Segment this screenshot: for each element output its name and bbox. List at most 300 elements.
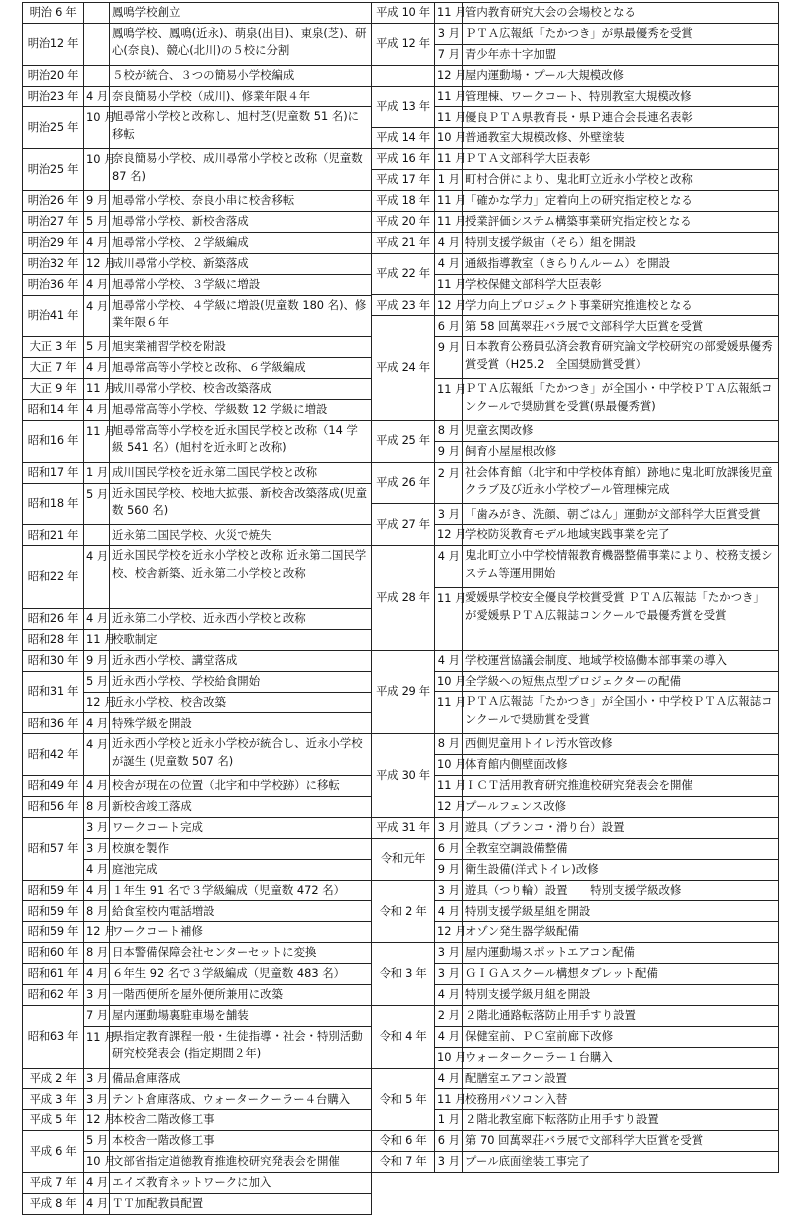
history-row: [23, 901, 372, 922]
month-cell: 4 月: [84, 608, 110, 629]
event-cell: 学校保健文部科学大臣表彰: [463, 274, 779, 295]
event-cell: 旭尋常小学校と改称し、旭村芝(児童数 51 名)に移転: [110, 107, 372, 149]
event-cell: 鳳鳴学校、鳳鳴(近永)、萌泉(出目)、東泉(芝)、研心(奈良)、競心(北川)の５校に分割: [110, 23, 372, 65]
event-cell: ＰＴＡ広報紙「たかつき」が県最優秀を受賞: [463, 23, 779, 44]
event-cell: 本校舎一階改修工事: [110, 1131, 372, 1152]
history-row: [372, 943, 779, 964]
history-row: [372, 1005, 779, 1026]
event-cell: 特別支援学級星組を開設: [463, 901, 779, 922]
era-cell: 昭和26 年: [23, 608, 84, 629]
event-cell: 成川尋常小学校、校舎改築落成: [110, 379, 372, 400]
history-row: [372, 232, 779, 253]
era-cell: 昭和36 年: [23, 713, 84, 734]
history-row: [23, 107, 372, 149]
event-cell: 旭尋常小学校、４学級に増設(児童数 180 名)、修業年限６年: [110, 295, 372, 337]
era-cell: 昭和28 年: [23, 629, 84, 650]
event-cell: 近永西小学校と近永小学校が統合し、近永小学校が誕生 (児童数 507 名): [110, 734, 372, 776]
era-cell: 昭和49 年: [23, 776, 84, 797]
event-cell: 近永第二国民学校、火災で焼失: [110, 525, 372, 546]
month-cell: 6 月: [435, 1131, 463, 1152]
era-cell: 平成 31 年: [372, 817, 435, 838]
event-cell: 児童玄関改修: [463, 420, 779, 441]
era-cell: 平成 10 年: [372, 3, 435, 24]
era-cell: 令和元年: [372, 838, 435, 880]
event-cell: 校旗を製作: [110, 838, 372, 859]
history-row: [23, 358, 372, 379]
era-cell: 昭和59 年: [23, 901, 84, 922]
month-cell: 11 月: [84, 629, 110, 650]
month-cell: 10 月: [435, 755, 463, 776]
event-cell: 成川尋常小学校、新築落成: [110, 253, 372, 274]
era-cell: 平成 18 年: [372, 191, 435, 212]
era-cell: 明治23 年: [23, 86, 84, 107]
month-cell: 10 月: [84, 107, 110, 149]
era-cell: 昭和31 年: [23, 671, 84, 713]
history-row: [23, 211, 372, 232]
history-row: [23, 274, 372, 295]
month-cell: [84, 65, 110, 86]
event-cell: 青少年赤十字加盟: [463, 44, 779, 65]
event-cell: ＴＴ加配教員配置: [110, 1193, 372, 1214]
month-cell: 6 月: [435, 316, 463, 337]
event-cell: 愛媛県学校安全優良学校賞受賞 ＰＴＡ広報誌「たかつき」が愛媛県ＰＴＡ広報誌コンクールで最優秀賞を受賞: [463, 588, 779, 651]
month-cell: 5 月: [84, 483, 110, 525]
event-cell: 近永小学校、校舎改築: [110, 692, 372, 713]
era-cell: 令和 6 年: [372, 1131, 435, 1152]
event-cell: 旭尋常高等小学校を近永国民学校と改称（14 学級 541 名）(旭村を近永町と改称): [110, 420, 372, 462]
event-cell: プールフェンス改修: [463, 796, 779, 817]
month-cell: 3 月: [435, 817, 463, 838]
event-cell: 西側児童用トイレ汚水管改修: [463, 734, 779, 755]
history-row: [372, 65, 779, 86]
month-cell: 10 月: [84, 1152, 110, 1173]
history-table-right: [371, 2, 779, 1173]
era-cell: 平成 6 年: [23, 1131, 84, 1173]
month-cell: 12 月: [84, 692, 110, 713]
history-row: [23, 1193, 372, 1214]
month-cell: 3 月: [84, 838, 110, 859]
era-cell: 平成 26 年: [372, 462, 435, 504]
history-row: [23, 629, 372, 650]
history-row: [372, 128, 779, 149]
history-row: [23, 65, 372, 86]
month-cell: 4 月: [84, 399, 110, 420]
month-cell: 11 月: [435, 588, 463, 651]
history-table-left: [22, 2, 372, 1215]
event-cell: 学校防災教育モデル地域実践事業を完了: [463, 525, 779, 546]
history-row: [23, 608, 372, 629]
event-cell: 奈良簡易小学校（成川)、修業年限４年: [110, 86, 372, 107]
month-cell: 4 月: [435, 901, 463, 922]
event-cell: ウォータークーラー１台購入: [463, 1047, 779, 1068]
event-cell: 第 70 回萬翠荘バラ展で文部科学大臣賞を受賞: [463, 1131, 779, 1152]
history-row: [23, 149, 372, 191]
era-cell: 平成 5 年: [23, 1110, 84, 1131]
era-cell: 明治20 年: [23, 65, 84, 86]
event-cell: 旭実業補習学校を附設: [110, 337, 372, 358]
era-cell: 明治12 年: [23, 23, 84, 65]
month-cell: 8 月: [84, 943, 110, 964]
month-cell: 7 月: [84, 1005, 110, 1026]
event-cell: 普通教室大規模改修、外壁塗装: [463, 128, 779, 149]
history-row: [372, 295, 779, 316]
event-cell: ＰＴＡ広報紙「たかつき」が全国小・中学校ＰＴＡ広報紙コンクールで奨励賞を受賞(県最優秀賞): [463, 379, 779, 421]
history-row: [372, 1131, 779, 1152]
history-row: [372, 191, 779, 212]
event-cell: 校舎が現在の位置（北宇和中学校跡）に移転: [110, 776, 372, 797]
history-row: [23, 337, 372, 358]
month-cell: 11 月: [435, 191, 463, 212]
event-cell: 「確かな学力」定着向上の研究指定校となる: [463, 191, 779, 212]
era-cell: 平成 23 年: [372, 295, 435, 316]
era-cell: 平成 14 年: [372, 128, 435, 149]
month-cell: 11 月: [435, 3, 463, 24]
event-cell: 特別支援学級月組を開設: [463, 984, 779, 1005]
history-row: [372, 23, 779, 44]
history-row: [372, 149, 779, 170]
history-row: [23, 734, 372, 776]
event-cell: ＧＩＧＡスクール構想タブレット配備: [463, 964, 779, 985]
history-row: [23, 3, 372, 24]
event-cell: 全教室空調設備整備: [463, 838, 779, 859]
era-cell: 令和 7 年: [372, 1152, 435, 1173]
month-cell: 3 月: [435, 880, 463, 901]
event-cell: 屋内運動場スポットエアコン配備: [463, 943, 779, 964]
event-cell: 旭尋常小学校、奈良小串に校舎移転: [110, 191, 372, 212]
month-cell: 3 月: [84, 1089, 110, 1110]
month-cell: 5 月: [84, 337, 110, 358]
history-row: [23, 1068, 372, 1089]
event-cell: 奈良簡易小学校、成川尋常小学校と改称（児童数 87 名): [110, 149, 372, 191]
month-cell: 3 月: [435, 1152, 463, 1173]
event-cell: 旭尋常高等小学校と改称、６学級編成: [110, 358, 372, 379]
event-cell: 給食室校内電話増設: [110, 901, 372, 922]
history-row: [23, 713, 372, 734]
history-row: [23, 922, 372, 943]
month-cell: 11 月: [84, 420, 110, 462]
month-cell: 11 月: [84, 1026, 110, 1068]
month-cell: 12 月: [435, 65, 463, 86]
month-cell: 5 月: [84, 1131, 110, 1152]
month-cell: 4 月: [84, 274, 110, 295]
era-cell: 大正 7 年: [23, 358, 84, 379]
event-cell: ６年生 92 名で３学級編成（児童数 483 名）: [110, 964, 372, 985]
era-cell: 明治25 年: [23, 149, 84, 191]
month-cell: 4 月: [84, 734, 110, 776]
history-row: [372, 734, 779, 755]
history-row: [372, 462, 779, 504]
month-cell: 4 月: [435, 1068, 463, 1089]
month-cell: 9 月: [84, 650, 110, 671]
history-row: [23, 880, 372, 901]
month-cell: 4 月: [84, 859, 110, 880]
history-row: [23, 379, 372, 400]
history-row: [372, 880, 779, 901]
era-cell: 平成 8 年: [23, 1193, 84, 1214]
history-row: [23, 525, 372, 546]
era-cell: 明治32 年: [23, 253, 84, 274]
history-row: [372, 211, 779, 232]
era-cell: 平成 17 年: [372, 170, 435, 191]
history-row: [23, 232, 372, 253]
era-cell: 平成 20 年: [372, 211, 435, 232]
era-cell: 令和 3 年: [372, 943, 435, 1006]
history-row: [23, 86, 372, 107]
month-cell: 12 月: [84, 253, 110, 274]
month-cell: 8 月: [84, 901, 110, 922]
month-cell: 4 月: [84, 232, 110, 253]
event-cell: 通級指導教室（きらりんルーム）を開設: [463, 253, 779, 274]
month-cell: 4 月: [84, 295, 110, 337]
event-cell: 「歯みがき、洗顔、朝ごはん」運動が文部科学大臣賞受賞: [463, 504, 779, 525]
month-cell: 5 月: [84, 671, 110, 692]
event-cell: 旭尋常高等小学校、学級数 12 学級に増設: [110, 399, 372, 420]
month-cell: 9 月: [435, 859, 463, 880]
event-cell: 保健室前、ＰＣ室前廊下改修: [463, 1026, 779, 1047]
event-cell: プール底面塗装工事完了: [463, 1152, 779, 1173]
event-cell: 特別支援学級宙（そら）組を開設: [463, 232, 779, 253]
month-cell: 11 月: [435, 379, 463, 421]
month-cell: 4 月: [435, 984, 463, 1005]
month-cell: 4 月: [84, 86, 110, 107]
era-cell: 平成 16 年: [372, 149, 435, 170]
era-cell: 昭和59 年: [23, 880, 84, 901]
month-cell: 11 月: [435, 211, 463, 232]
month-cell: 12 月: [84, 1110, 110, 1131]
era-cell: 大正 3 年: [23, 337, 84, 358]
month-cell: 4 月: [435, 546, 463, 588]
history-row: [23, 546, 372, 609]
history-row: [372, 1068, 779, 1089]
era-cell: 昭和59 年: [23, 922, 84, 943]
era-cell: [372, 65, 435, 86]
era-cell: 平成 27 年: [372, 504, 435, 546]
event-cell: エイズ教育ネットワークに加入: [110, 1173, 372, 1194]
event-cell: 屋内運動場・プール大規模改修: [463, 65, 779, 86]
era-cell: 平成 3 年: [23, 1089, 84, 1110]
month-cell: 4 月: [84, 1173, 110, 1194]
event-cell: ＩＣＴ活用教育研究推進校研究発表会を開催: [463, 776, 779, 797]
event-cell: ワークコート補修: [110, 922, 372, 943]
era-cell: 昭和30 年: [23, 650, 84, 671]
era-cell: 明治27 年: [23, 211, 84, 232]
history-row: [372, 650, 779, 671]
event-cell: 近永第二小学校、近永西小学校と改称: [110, 608, 372, 629]
month-cell: 11 月: [84, 379, 110, 400]
month-cell: 1 月: [435, 1110, 463, 1131]
era-cell: 令和 2 年: [372, 880, 435, 943]
history-row: [23, 399, 372, 420]
era-cell: 平成 25 年: [372, 420, 435, 462]
event-cell: 備品倉庫落成: [110, 1068, 372, 1089]
event-cell: 配膳室エアコン設置: [463, 1068, 779, 1089]
event-cell: 近永国民学校を近永小学校と改称 近永第二国民学校、校舎新築、近永第二小学校と改称: [110, 546, 372, 609]
event-cell: 鳳鳴学校創立: [110, 3, 372, 24]
era-cell: 昭和14 年: [23, 399, 84, 420]
history-row: [23, 1005, 372, 1026]
era-cell: 明治41 年: [23, 295, 84, 337]
era-cell: 昭和22 年: [23, 546, 84, 609]
history-row: [23, 964, 372, 985]
month-cell: 3 月: [84, 984, 110, 1005]
month-cell: 12 月: [435, 922, 463, 943]
event-cell: テント倉庫落成、ウォータークーラー４台購入: [110, 1089, 372, 1110]
month-cell: [84, 3, 110, 24]
month-cell: 3 月: [435, 943, 463, 964]
event-cell: ＰＴＡ広報誌「たかつき」が全国小・中学校ＰＴＡ広報誌コンクールで奨励賞を受賞: [463, 692, 779, 734]
event-cell: ワークコート完成: [110, 817, 372, 838]
month-cell: 4 月: [84, 546, 110, 609]
month-cell: 4 月: [435, 232, 463, 253]
event-cell: 授業評価システム構築事業研究指定校となる: [463, 211, 779, 232]
month-cell: 12 月: [435, 796, 463, 817]
history-row: [23, 650, 372, 671]
event-cell: 管理棟、ワークコート、特別教室大規模改修: [463, 86, 779, 107]
era-cell: 平成 13 年: [372, 86, 435, 128]
month-cell: 12 月: [435, 295, 463, 316]
history-row: [372, 170, 779, 191]
event-cell: 校務用パソコン入替: [463, 1089, 779, 1110]
month-cell: 2 月: [435, 462, 463, 504]
history-row: [23, 943, 372, 964]
event-cell: 旭尋常小学校、３学級に増設: [110, 274, 372, 295]
era-cell: 昭和60 年: [23, 943, 84, 964]
month-cell: 11 月: [435, 149, 463, 170]
event-cell: 管内教育研究大会の会場校となる: [463, 3, 779, 24]
event-cell: 県指定教育課程一般・生徒指導・社会・特別活動研究校発表会 (指定期間２年): [110, 1026, 372, 1068]
month-cell: 11 月: [435, 274, 463, 295]
event-cell: 社会体育館（北宇和中学校体育館）跡地に鬼北町放課後児童クラブ及び近永小学校プール管理棟完成: [463, 462, 779, 504]
month-cell: 6 月: [435, 838, 463, 859]
era-cell: 昭和56 年: [23, 796, 84, 817]
event-cell: 近永西小学校、学校給食開始: [110, 671, 372, 692]
event-cell: 庭池完成: [110, 859, 372, 880]
history-row: [372, 316, 779, 337]
event-cell: 本校舎二階改修工事: [110, 1110, 372, 1131]
era-cell: 令和 4 年: [372, 1005, 435, 1068]
month-cell: 9 月: [435, 337, 463, 379]
event-cell: 日本教育公務員弘済会教育研究論文学校研究の部愛媛県優秀賞受賞（H25.2 全国奨励賞受賞）: [463, 337, 779, 379]
era-cell: 平成 28 年: [372, 546, 435, 650]
month-cell: 12 月: [84, 922, 110, 943]
era-cell: 昭和17 年: [23, 462, 84, 483]
month-cell: 12 月: [435, 525, 463, 546]
event-cell: 遊具（ブランコ・滑り台）設置: [463, 817, 779, 838]
month-cell: 11 月: [435, 86, 463, 107]
history-row: [23, 462, 372, 483]
history-row: [372, 3, 779, 24]
era-cell: 明治36 年: [23, 274, 84, 295]
event-cell: ２階北通路転落防止用手すり設置: [463, 1005, 779, 1026]
era-cell: 平成 2 年: [23, 1068, 84, 1089]
event-cell: 成川国民学校を近永第二国民学校と改称: [110, 462, 372, 483]
month-cell: 4 月: [84, 358, 110, 379]
month-cell: 7 月: [435, 44, 463, 65]
event-cell: 町村合併により、鬼北町立近永小学校と改称: [463, 170, 779, 191]
month-cell: 4 月: [84, 713, 110, 734]
history-row: [23, 483, 372, 525]
month-cell: 8 月: [84, 796, 110, 817]
history-row: [23, 420, 372, 462]
history-row: [23, 1173, 372, 1194]
event-cell: 新校舎竣工落成: [110, 796, 372, 817]
history-row: [372, 253, 779, 274]
month-cell: 1 月: [84, 462, 110, 483]
month-cell: 10 月: [435, 128, 463, 149]
era-cell: 昭和42 年: [23, 734, 84, 776]
month-cell: 3 月: [84, 817, 110, 838]
event-cell: 衛生設備(洋式トイレ)改修: [463, 859, 779, 880]
event-cell: 旭尋常小学校、新校舎落成: [110, 211, 372, 232]
history-row: [23, 1131, 372, 1152]
event-cell: 近永西小学校、講堂落成: [110, 650, 372, 671]
history-row: [372, 420, 779, 441]
era-cell: 昭和57 年: [23, 817, 84, 880]
month-cell: 8 月: [435, 420, 463, 441]
era-cell: 平成 30 年: [372, 734, 435, 818]
event-cell: 近永国民学校、校地大拡張、新校舎改築落成(児童数 560 名): [110, 483, 372, 525]
era-cell: 平成 21 年: [372, 232, 435, 253]
month-cell: 9 月: [435, 441, 463, 462]
era-cell: 明治29 年: [23, 232, 84, 253]
event-cell: 文部省指定道徳教育推進校研究発表会を開催: [110, 1152, 372, 1173]
event-cell: ５校が統合、３つの簡易小学校編成: [110, 65, 372, 86]
history-row: [372, 817, 779, 838]
era-cell: 昭和21 年: [23, 525, 84, 546]
month-cell: 4 月: [84, 1193, 110, 1214]
month-cell: 9 月: [84, 191, 110, 212]
month-cell: 11 月: [435, 692, 463, 734]
history-row: [23, 295, 372, 337]
event-cell: ２階北教室廊下転落防止用手すり設置: [463, 1110, 779, 1131]
month-cell: 2 月: [435, 1005, 463, 1026]
event-cell: 日本警備保障会社センターセットに変換: [110, 943, 372, 964]
history-row: [372, 86, 779, 107]
era-cell: 大正 9 年: [23, 379, 84, 400]
history-row: [23, 671, 372, 692]
history-row: [23, 796, 372, 817]
era-cell: 明治26 年: [23, 191, 84, 212]
era-cell: 昭和63 年: [23, 1005, 84, 1068]
era-cell: 昭和61 年: [23, 964, 84, 985]
month-cell: 4 月: [435, 650, 463, 671]
event-cell: １年生 91 名で３学級編成（児童数 472 名）: [110, 880, 372, 901]
history-row: [23, 984, 372, 1005]
month-cell: 5 月: [84, 211, 110, 232]
event-cell: 優良ＰＴＡ県教育長・県Ｐ連合会長連名表彰: [463, 107, 779, 128]
history-row: [372, 1152, 779, 1173]
event-cell: 特殊学級を開設: [110, 713, 372, 734]
era-cell: 明治25 年: [23, 107, 84, 149]
event-cell: 体育館内側壁面改修: [463, 755, 779, 776]
era-cell: 昭和62 年: [23, 984, 84, 1005]
era-cell: 昭和16 年: [23, 420, 84, 462]
month-cell: 4 月: [84, 964, 110, 985]
event-cell: ＰＴＡ文部科学大臣表彰: [463, 149, 779, 170]
event-cell: 遊具（つり輪）設置 特別支援学級改修: [463, 880, 779, 901]
era-cell: 平成 29 年: [372, 650, 435, 734]
history-row: [23, 23, 372, 65]
month-cell: 10 月: [84, 149, 110, 191]
history-row: [372, 838, 779, 859]
event-cell: 屋内運動場裏駐車場を舗装: [110, 1005, 372, 1026]
month-cell: 3 月: [435, 964, 463, 985]
era-cell: 平成 7 年: [23, 1173, 84, 1194]
event-cell: 全学級への短焦点型プロジェクターの配備: [463, 671, 779, 692]
history-row: [23, 1089, 372, 1110]
event-cell: 第 58 回萬翠荘バラ展で文部科学大臣賞を受賞: [463, 316, 779, 337]
month-cell: 10 月: [435, 671, 463, 692]
